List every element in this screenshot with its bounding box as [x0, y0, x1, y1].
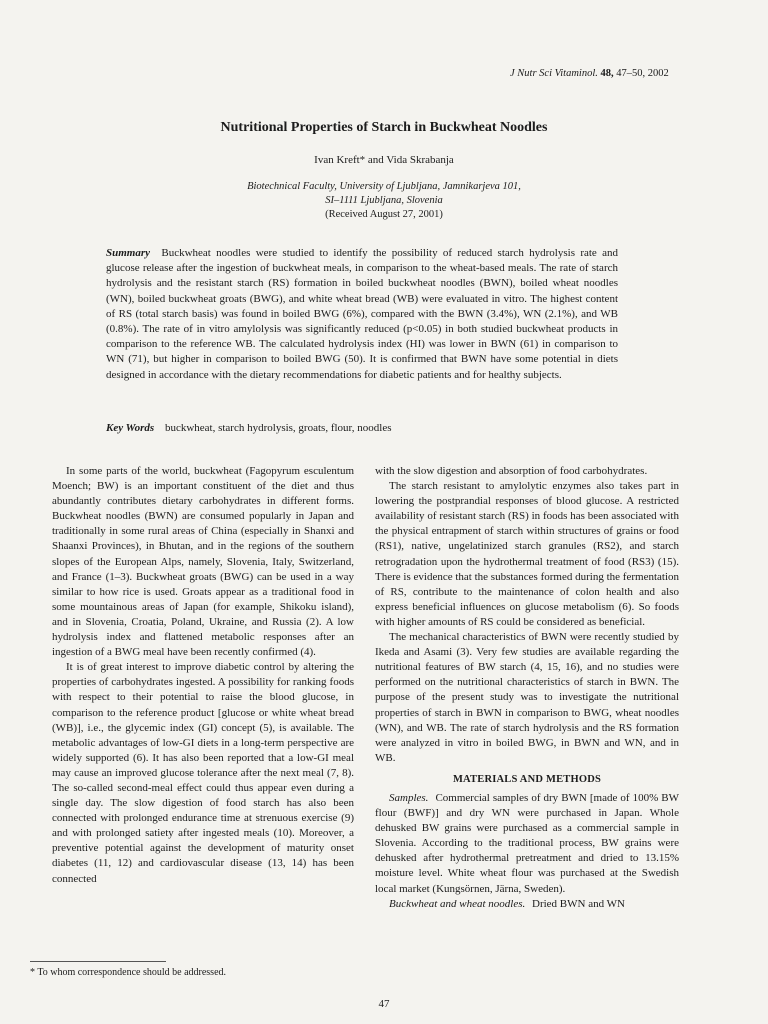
paragraph	[375, 791, 679, 897]
key-words	[106, 422, 618, 434]
subsection-label: Buckwheat and wheat noodles.	[389, 897, 526, 910]
authors: Ivan Kreft* and Vida Skrabanja	[314, 154, 454, 166]
summary-label: Summary	[106, 247, 151, 259]
paragraph: with the slow digestion and absorption of food carbohydrates.	[375, 465, 648, 477]
key-words-text: buckwheat, starch hydrolysis, groats, flour, noodles	[164, 422, 392, 434]
journal-pages: 47–50, 2002	[616, 68, 669, 79]
paragraph: It is of great interest to improve diabetic control by altering the properties of carbohydrates ingested. A possibility for ranking foods with respect to their potential to raise the blood glucose, in comparison to the reference product [glucose or white wheat bread (WB)], i.e., the glycemic index (GI) concept (5), is available. The metabolic advantages of low-GI diets in a long-term perspective are widely supported (6). It has also been reported that a low-GI meal may cause an improved glucose tolerance after the next meal (7, 8). The so-called second-meal effect could thus appear even during a single day. The slow digestion of food starch has also been connected with prolonged endurance time at strenuous exercise (9) and with prolonged satiety after ingested meals (10). Moreover, a preventive potential against the development of maturity onset diabetes (11, 12) and cardiovascular disease (13, 14) has been connected	[52, 661, 354, 885]
journal-name: J Nutr Sci Vitaminol.	[510, 68, 598, 79]
key-words-label: Key Words	[106, 422, 155, 434]
summary-text: Buckwheat noodles were studied to identify the possibility of reduced starch hydrolysis rate and glucose release after the ingestion of buckwheat meals, in comparison to the wheat-based meals. The rate of starch hydrolysis and the resistant starch (RS) formation in boiled buckwheat noodles (BWN), boiled wheat noodles (WN), boiled buckwheat groats (BWG), and white wheat bread (WB) were evaluated in vitro. The highest content of RS (total starch basis) was found in boiled BWG (6%), compared with the BWN (3.4%), WN (2.1%), and WB (0.8%). The rate of in vitro amylolysis was significantly reduced (p<0.05) in both studied buckwheat products in comparison to the reference WB. The calculated hydrolysis index (HI) was lower in BWN (61) in comparison to WN (71), but higher in comparison to boiled BWG (50). It is confirmed that BWN have some potential in diets designed in accordance with the dietary recommendations for diabetic patients and for healthy subjects.	[106, 247, 619, 381]
article-title: Nutritional Properties of Starch in Buckwheat Noodles	[220, 120, 548, 135]
journal-citation	[510, 68, 669, 79]
paragraph: The mechanical characteristics of BWN were recently studied by Ikeda and Asami (3). Very few studies are available regarding the nutritional features of BW starch (4, 15, 16), and no studies were performed on the nutritional characteristics of starch in BWN. The purpose of the present study was to investigate the nutritional properties of starch in BWN in comparison to BWG, wheat noodles (WN), and WB. The rate of starch hydrolysis and the RS formation were analyzed in vitro in boiled BWG, in BWN and WN, and in WB.	[375, 631, 679, 764]
paragraph: The starch resistant to amylolytic enzymes also takes part in lowering the postprandial responses of blood glucose. A restricted availability of resistant starch (RS) in foods has been associated with the physical entrapment of starch within structures of grains or food (RS1), native, ungelatinized starch granules (RS2), and starch retrogradation upon the hydrothermal treatment of food (RS3) (15). There is evidence that the substances formed during the fermentation of RS, contribute to the maintenance of colon health and also express beneficial influences on glucose metabolism (6). So foods with higher amounts of RS could be considered as beneficial.	[375, 480, 679, 628]
summary	[106, 246, 618, 383]
affiliation-line-2: SI–1111 Ljubljana, Slovenia	[325, 194, 443, 206]
paragraph: In some parts of the world, buckwheat (Fagopyrum esculentum Moench; BW) is an important constituent of the diet and thus abundantly contributes dietary carbohydrates in different forms. Buckwheat noodles (BWN) are consumed popularly in Japan and traditionally in some rural areas of China (especially in Shanxi and Shaanxi Provinces), in Bhutan, and in the regions of the southern slopes of the European Alps, namely, Slovenia, Italy, Switzerland, and France (1–3). Buckwheat groats (BWG) can be used in a way similar to how rice is used. Groats appear as a traditional food in some mountainous areas of Japan (for example, Shikoku island), and in Slovenia, Croatia, Poland, Ukraine, and Russia (2). A low hydrolysis index and flattened metabolic responses after an ingestion of a BWG meal have been recently confirmed (4).	[52, 465, 354, 659]
footnote: * To whom correspondence should be addressed.	[30, 967, 227, 978]
paragraph	[375, 897, 679, 912]
footnote-rule	[30, 961, 166, 962]
subsection-text: Dried BWN and WN	[532, 897, 625, 910]
right-column	[375, 464, 679, 912]
journal-volume: 48,	[600, 68, 614, 79]
page-number: 47	[378, 998, 390, 1010]
subsection-text: Commercial samples of dry BWN [made of 100% BW flour (BWF)] and dry WN were purchased in Japan. Whole dehusked BW grains were purchased as a commercial sample in Slovenia. According to the traditional process, BW grains were dehusked after hydrothermal pretreatment and dried to 13.15% moisture level. White wheat flour was purchased at the Swedish local market (Kungsörnen, Järna, Sweden).	[375, 791, 679, 895]
received-date: (Received August 27, 2001)	[325, 209, 443, 220]
affiliation-line-1: Biotechnical Faculty, University of Ljubljana, Jamnikarjeva 101,	[247, 181, 521, 192]
section-heading: MATERIALS AND METHODS	[452, 773, 602, 785]
affiliation	[0, 180, 768, 207]
subsection-label: Samples.	[389, 791, 429, 804]
left-column	[52, 464, 354, 887]
